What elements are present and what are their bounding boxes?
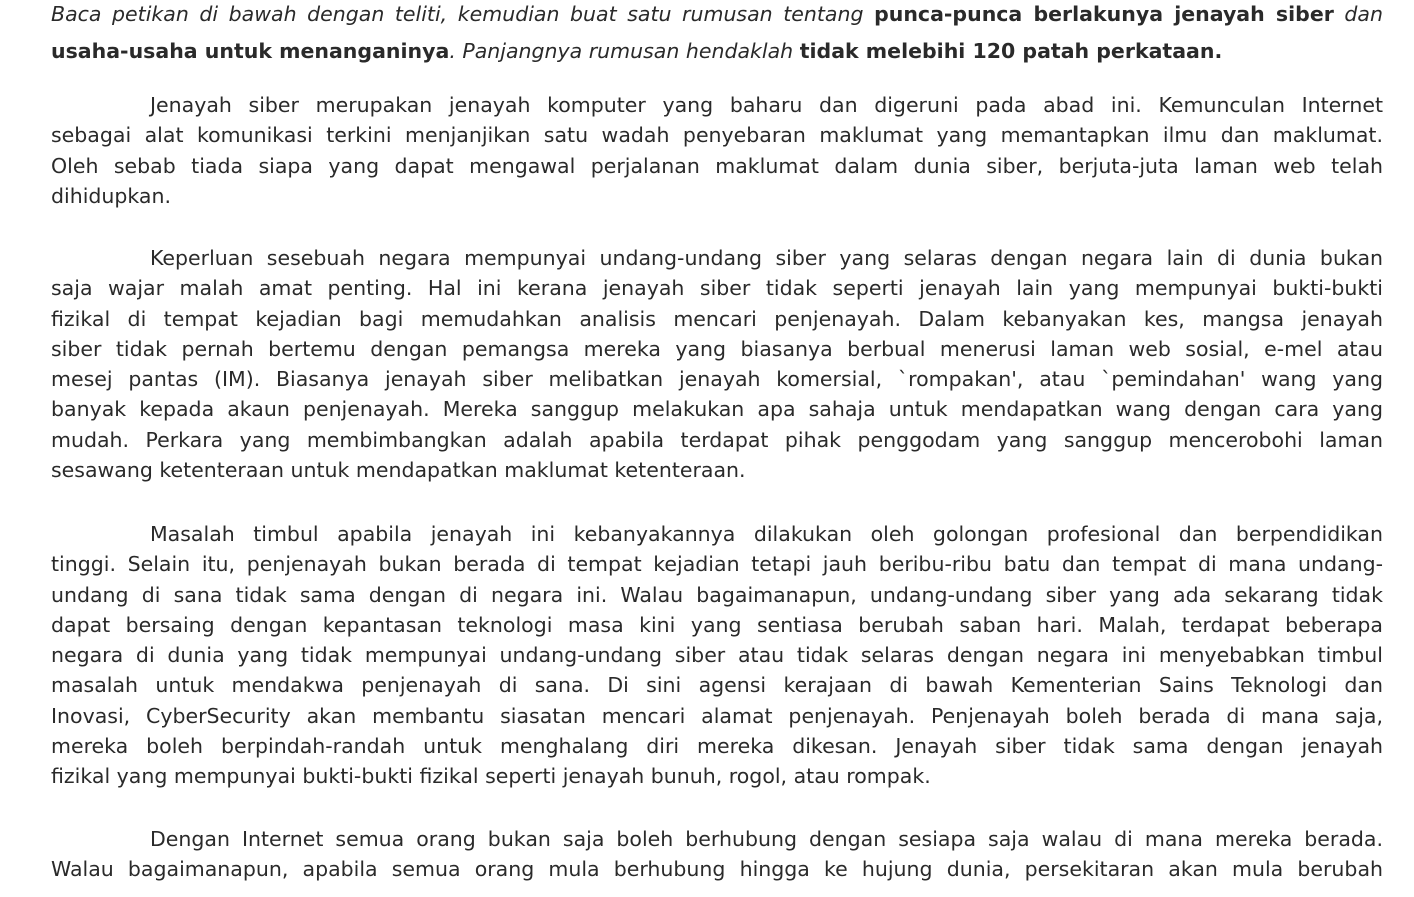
text-line: negara di dunia yang tidak mempunyai undang-undang siber atau tidak selaras dengan negara ini menyebabkan timbul bbox=[51, 643, 1383, 668]
text-line: masalah untuk mendakwa penjenayah di sana. Di sini agensi kerajaan di bawah Kementerian Sains Teknologi dan bbox=[51, 673, 1383, 698]
instruction-emphasis: tidak melebihi 120 patah perkataan. bbox=[799, 39, 1223, 63]
paragraph-3 bbox=[51, 519, 1383, 792]
text-line: Inovasi, CyberSecurity akan membantu siasatan mencari alamat penjenayah. Penjenayah boleh berada di mana saja, bbox=[51, 703, 1383, 728]
text-line: Jenayah siber merupakan jenayah komputer yang baharu dan digeruni pada abad ini. Kemunculan Internet bbox=[150, 93, 1383, 117]
instruction-line-2 bbox=[51, 33, 1383, 70]
text-line: Dengan Internet semua orang bukan saja boleh berhubung dengan sesiapa saja walau di mana mereka berada. bbox=[150, 827, 1383, 851]
text-line: dihidupkan. bbox=[51, 183, 171, 208]
text-line: mereka boleh berpindah-randah untuk menghalang diri mereka dikesan. Jenayah siber tidak sama dengan jenayah bbox=[51, 734, 1383, 759]
text-line: Walau bagaimanapun, apabila semua orang mula berhubung hingga ke hujung dunia, persekitaran akan mula berubah bbox=[51, 857, 1383, 882]
instruction-line-1 bbox=[51, 0, 1383, 33]
instruction-text: dan bbox=[1333, 2, 1383, 26]
paragraph-1 bbox=[51, 90, 1383, 211]
text-line: fizikal di tempat kejadian bagi memudahkan analisis mencari penjenayah. Dalam kebanyakan kes, mangsa jenayah bbox=[51, 306, 1383, 331]
instruction bbox=[51, 0, 1383, 70]
text-line: fizikal yang mempunyai bukti-bukti fizikal seperti jenayah bunuh, rogol, atau rompak. bbox=[51, 764, 931, 789]
text-line: sebagai alat komunikasi terkini menjanjikan satu wadah penyebaran maklumat yang memantapkan ilmu dan maklumat. bbox=[51, 123, 1383, 148]
instruction-emphasis: punca-punca berlakunya jenayah siber bbox=[874, 2, 1334, 26]
text-line: Keperluan sesebuah negara mempunyai undang-undang siber yang selaras dengan negara lain di dunia bukan bbox=[150, 246, 1383, 270]
text-line: dapat bersaing dengan kepantasan teknologi masa kini yang sentiasa berubah saban hari. Malah, terdapat beberapa bbox=[51, 612, 1383, 637]
text-line: tinggi. Selain itu, penjenayah bukan berada di tempat kejadian tetapi jauh beribu-ribu batu dan tempat di mana undang- bbox=[51, 552, 1383, 577]
instruction-text: . Panjangnya rumusan hendaklah bbox=[449, 39, 800, 63]
paragraph-4 bbox=[51, 824, 1383, 885]
text-line: siber tidak pernah bertemu dengan pemangsa mereka yang biasanya berbual menerusi laman web sosial, e-mel atau bbox=[51, 336, 1383, 361]
text-line: undang di sana tidak sama dengan di negara ini. Walau bagaimanapun, undang-undang siber yang ada sekarang tidak bbox=[51, 582, 1383, 607]
instruction-emphasis: usaha-usaha untuk menanganinya bbox=[51, 39, 450, 63]
text-line: sesawang ketenteraan untuk mendapatkan maklumat ketenteraan. bbox=[51, 458, 746, 483]
text-line: mudah. Perkara yang membimbangkan adalah apabila terdapat pihak penggodam yang sanggup mencerobohi laman bbox=[51, 427, 1383, 452]
paragraph-2 bbox=[51, 243, 1383, 485]
text-line: banyak kepada akaun penjenayah. Mereka sanggup melakukan apa sahaja untuk mendapatkan wang dengan cara yang bbox=[51, 397, 1383, 422]
text-line: Masalah timbul apabila jenayah ini kebanyakannya dilakukan oleh golongan profesional dan berpendidikan bbox=[150, 522, 1383, 546]
text-line: saja wajar malah amat penting. Hal ini kerana jenayah siber tidak seperti jenayah lain yang mempunyai bukti-bukti bbox=[51, 276, 1383, 301]
instruction-text: Baca petikan di bawah dengan teliti, kemudian buat satu rumusan tentang bbox=[51, 2, 875, 26]
text-line: Oleh sebab tiada siapa yang dapat mengawal perjalanan maklumat dalam dunia siber, berjuta-juta laman web telah bbox=[51, 153, 1383, 178]
text-line: mesej pantas (IM). Biasanya jenayah siber melibatkan jenayah komersial, `rompakan', atau `pemindahan' wang yang bbox=[51, 367, 1383, 392]
